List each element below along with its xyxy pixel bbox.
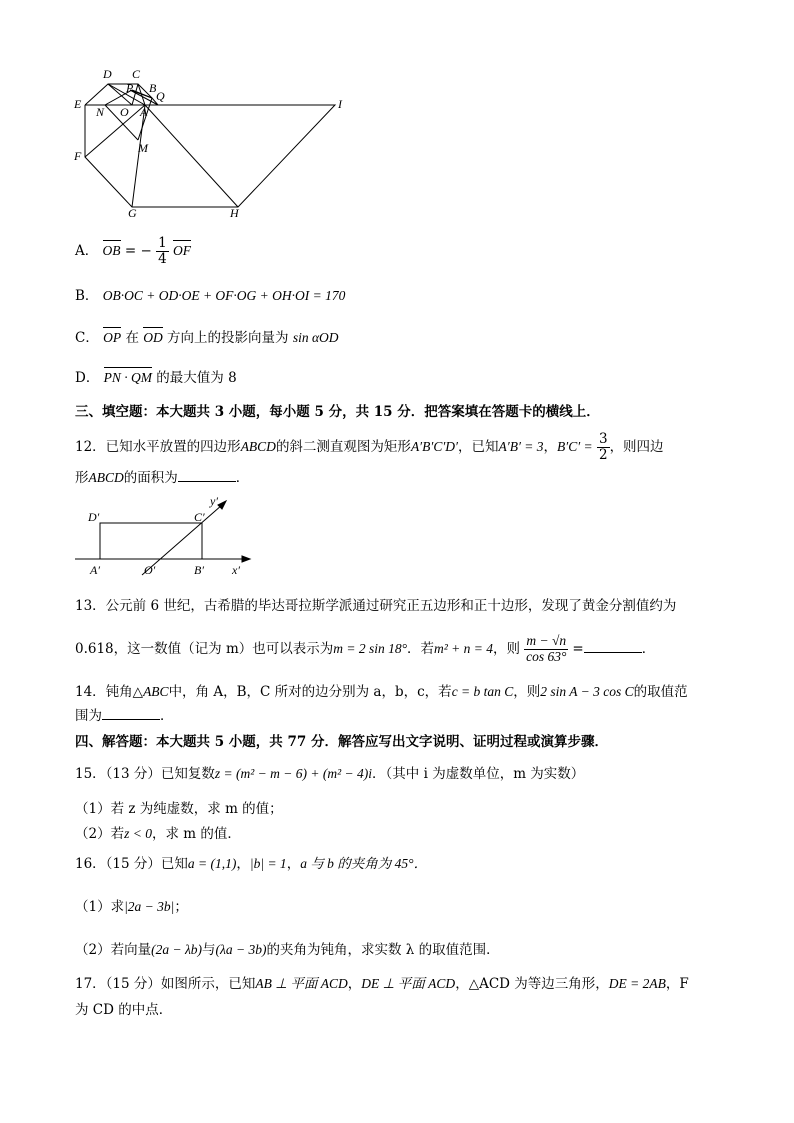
- label-O-prime: O′: [144, 563, 156, 577]
- option-a: A． OB = − $\frac{1}{4}$ OF: [75, 235, 191, 267]
- label-C-prime: C′: [194, 510, 205, 524]
- answer-blank-13[interactable]: [584, 640, 642, 653]
- section-4-title: 四、解答题：本大题共 5 小题，共 77 分．解答应写出文字说明、证明过程或演算步骤．: [75, 734, 608, 750]
- label-H: H: [230, 206, 239, 220]
- label-A: A: [140, 105, 148, 119]
- label-I: I: [338, 97, 342, 111]
- geometry-figure-2: [70, 495, 260, 583]
- label-Q: Q: [156, 89, 165, 103]
- label-D-prime: D′: [88, 510, 100, 524]
- question-15-line-1: 15．（13 分）已知复数z = (m² − m − 6) + (m² − 4)i．（其中 i 为虚数单位，m 为实数）: [75, 766, 585, 782]
- question-17-line-1: 17．（15 分）如图所示，已知AB ⊥ 平面 ACD，DE ⊥ 平面 ACD，△ACD 为等边三角形，DE = 2AB，F: [75, 976, 689, 992]
- question-13-line-2: 0.618，这一数值（记为 m）也可以表示为m = 2 sin 18°．若m² + n = 4，则 $\frac{m - √n}{\cos 63^\circ}$ = ．: [75, 633, 656, 664]
- geometry-figure-1: [60, 62, 360, 222]
- question-16-part-2: （2）若向量(2a − λb)与(λa − 3b)的夹角为钝角，求实数 λ 的取值范围．: [75, 942, 500, 958]
- label-C: C: [132, 67, 141, 81]
- label-M: M: [138, 141, 148, 155]
- option-c: C． OP 在 OD 方向上的投影向量为 sin αOD: [75, 330, 339, 346]
- label-P: P: [126, 81, 134, 95]
- label-A-prime: A′: [90, 563, 100, 577]
- label-F: F: [74, 149, 82, 163]
- question-17-line-2: 为 CD 的中点．: [75, 1002, 173, 1018]
- question-13-line-1: 13．公元前 6 世纪，古希腊的毕达哥拉斯学派通过研究正五边形和正十边形，发现了黄金分割值约为: [75, 598, 677, 614]
- fraction-3-2: $\frac{3}{2}$: [598, 431, 608, 463]
- question-12-line-2: 形ABCD的面积为 ．: [75, 470, 250, 486]
- label-O: O: [120, 105, 129, 119]
- section-3-title: 三、填空题：本大题共 3 小题，每小题 5 分，共 15 分．把答案填在答题卡的横线上．: [75, 404, 600, 420]
- option-b-expr: OB·OC + OD·OE + OF·OG + OH·OI = 170: [102, 288, 346, 303]
- label-D: D: [103, 67, 112, 81]
- label-x-prime: x′: [232, 563, 240, 577]
- question-14-line-1: 14．钝角△ABC中，角 A，B，C 所对的边分别为 a，b，c，若c = b tan C，则2 sin A − 3 cos C的取值范: [75, 684, 688, 700]
- label-B: B: [149, 81, 157, 95]
- question-15-part-2: （2）若z < 0，求 m 的值．: [75, 826, 241, 842]
- outer-polygon: [85, 84, 335, 207]
- label-B-prime: B′: [194, 563, 204, 577]
- question-16-part-1: （1）求|2a − 3b|；: [75, 899, 188, 915]
- question-12-line-1: 12．已知水平放置的四边形ABCD的斜二测直观图为矩形A′B′C′D′，已知A′B′ = 3，B′C′ = $\frac{3}{2}$ ，则四边: [75, 431, 664, 463]
- fraction-13: $\frac{m - √n}{\cos 63^\circ}$: [526, 633, 567, 664]
- label-G: G: [128, 206, 137, 220]
- answer-blank-14[interactable]: [102, 707, 160, 720]
- label-y-prime: y′: [210, 495, 218, 508]
- option-b: B． OB·OC + OD·OE + OF·OG + OH·OI = 170: [75, 288, 346, 304]
- label-N: N: [96, 105, 105, 119]
- answer-blank-12[interactable]: [178, 469, 236, 482]
- question-16-line-1: 16．（15 分）已知a = (1,1)，|b| = 1，a 与 b 的夹角为 45°．: [75, 856, 428, 872]
- option-d: D． PN · QM 的最大值为 8: [75, 370, 237, 386]
- question-15-part-1: （1）若 z 为纯虚数，求 m 的值；: [75, 801, 283, 817]
- question-14-line-2: 围为 ．: [75, 708, 174, 724]
- label-E: E: [74, 97, 82, 111]
